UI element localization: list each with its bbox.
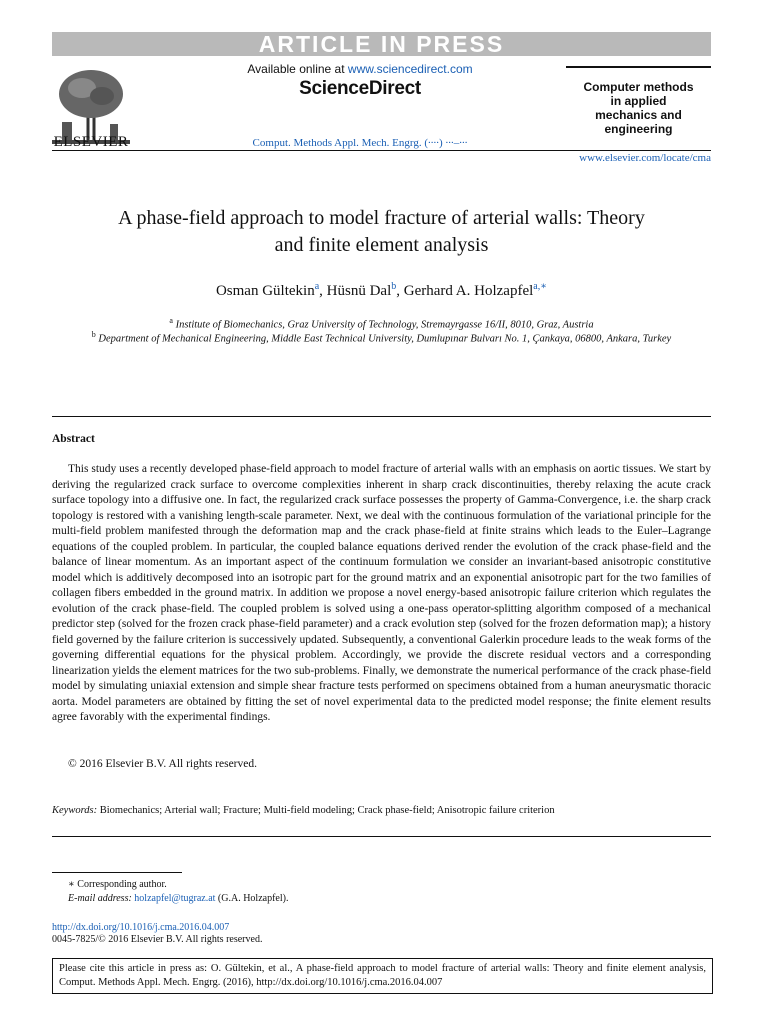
affiliation xyxy=(52,316,711,331)
author-name: Osman Gültekin xyxy=(215,283,315,299)
citation-box: Please cite this article in press as: O. Gültekin, et al., A phase-field approach to model fracture of arterial walls: Theory and finite element analysis, Comput. Methods Appl. Mech. Engrg. (2016), http://dx.doi.org/10.1016/j.cma.2016.04.007 xyxy=(52,958,713,994)
doi-link[interactable]: http://dx.doi.org/10.1016/j.cma.2016.04.007 xyxy=(52,922,230,933)
title-line: A phase-field approach to model fracture of arterial walls: Theory xyxy=(118,207,645,229)
author-affiliation-mark[interactable]: a xyxy=(314,281,320,292)
journal-homepage-link[interactable]: www.elsevier.com/locate/cma xyxy=(579,152,711,164)
affiliation-mark: b xyxy=(91,330,96,339)
affiliation-text: Institute of Biomechanics, Graz University of Technology, Stremayrgasse 16/II, 8010, Graz, Austria xyxy=(175,319,594,331)
article-title xyxy=(52,205,711,259)
keywords-list: Biomechanics; Arterial wall; Fracture; Multi-field modeling; Crack phase-field; Anisotropic failure criterion xyxy=(99,805,555,816)
header-rule xyxy=(52,150,711,151)
journal-title-rule xyxy=(566,66,711,68)
affiliation xyxy=(52,330,711,345)
sciencedirect-logo: ScienceDirect xyxy=(299,78,421,99)
author-list: Osman Gültekin$^a$, Hüsnü Dal$^b$, Gerhard A. Holzapfel$^{a,∗}$ xyxy=(215,281,548,299)
available-prefix: Available online at xyxy=(247,62,348,76)
abstract-top-rule xyxy=(52,416,711,417)
issn-line: 0045-7825/© 2016 Elsevier B.V. All rights reserved. xyxy=(52,934,263,945)
corresponding-author-note: ∗ Corresponding author. xyxy=(68,879,167,890)
email-label: E-mail address: xyxy=(68,893,132,904)
email-link[interactable]: holzapfel@tugraz.at xyxy=(134,893,216,904)
journal-title-line: engineering xyxy=(604,122,673,136)
doi-block xyxy=(52,922,262,946)
keywords-label: Keywords: xyxy=(52,805,98,816)
email-line xyxy=(52,892,711,906)
publisher-name: ELSEVIER xyxy=(53,134,129,150)
sciencedirect-link[interactable]: www.sciencedirect.com xyxy=(347,62,473,76)
author-affiliation-mark[interactable]: b xyxy=(391,281,397,292)
copyright-notice: © 2016 Elsevier B.V. All rights reserved. xyxy=(68,758,257,770)
journal-title xyxy=(566,80,711,136)
abstract-heading: Abstract xyxy=(52,433,95,445)
keywords-bottom-rule xyxy=(52,836,711,837)
email-suffix: (G.A. Holzapfel). xyxy=(215,893,289,904)
affiliation-text: Department of Mechanical Engineering, Middle East Technical University, Dumlupınar Bulvarı No. 1, Çankaya, 06800, Ankara, Turkey xyxy=(98,333,672,345)
journal-title-line: Computer methods xyxy=(583,80,694,94)
elsevier-tree-logo-icon xyxy=(52,66,130,144)
abstract-text: This study uses a recently developed phase-field approach to model fracture of arterial walls with an emphasis on aortic tissues. We start by deriving the regularized crack surface to overcome complexities inherent in sharp crack discontinuities, thereby relaxing the acute crack surface topology into a diffusive one. In fact, the regularized crack surface possesses the property of Gamma-Convergence, i.e. the sharp crack topology is restored with a vanishing length-scale parameter. Next, we deal with the continuous formulation of the variational principle for the multi-field problem manifested through the deformation map and the crack phase-field at finite strains which leads to the Euler–Lagrange equations of the coupled problem. In particular, the coupled balance equations derived render the evolution of the crack phase-field and the balance of linear momentum. As an important aspect of the continuum formulation we consider an invariant-based anisotropic constitutive model which is additively decomposed into an isotropic part for the ground matrix and an exponential anisotropic part for the two families of collagen fibers embedded in the ground matrix. In addition we propose a novel energy-based anisotropic failure criterion which regulates the evolution of the crack phase-field. The coupled problem is solved using a one-pass operator-splitting algorithm composed of a mechanical predictor step (solved for the frozen crack phase-field parameter) and a crack evolution step (solved for the frozen deformation map); a history field governed by the failure criterion is successively updated. Subsequently, a conventional Galerkin procedure leads to the weak forms of the governing differential equations for the physical problem. Accordingly, we provide the discrete residual vectors and a corresponding linearization yields the element matrices for the two sub-problems. Finally, we demonstrate the numerical performance of the crack phase-field model by simulating uniaxial extension and simple shear fracture tests performed on specimens obtained from a human aneurysmatic thoracic aorta. Model parameters are obtained by fitting the set of novel experimental data to the predicted model response; the finite element results agree favorably with the experimental findings. xyxy=(52,463,711,723)
author-name: Hüsnü Dal xyxy=(326,283,392,299)
journal-title-line: mechanics and xyxy=(595,108,682,122)
author-name: Gerhard A. Holzapfel xyxy=(403,283,534,299)
footnote-rule xyxy=(52,872,182,873)
title-line: and finite element analysis xyxy=(274,234,489,256)
keywords xyxy=(52,805,711,816)
affiliation-mark: a xyxy=(169,316,173,325)
journal-title-line: in applied xyxy=(610,94,667,108)
journal-reference[interactable]: Comput. Methods Appl. Mech. Engrg. (∙∙∙∙) ∙∙∙–∙∙∙ xyxy=(252,137,468,149)
author-affiliation-mark[interactable]: a,∗ xyxy=(533,281,548,292)
available-online-line xyxy=(210,62,510,76)
footnote xyxy=(52,878,711,906)
article-in-press-banner: ARTICLE IN PRESS xyxy=(52,32,711,56)
